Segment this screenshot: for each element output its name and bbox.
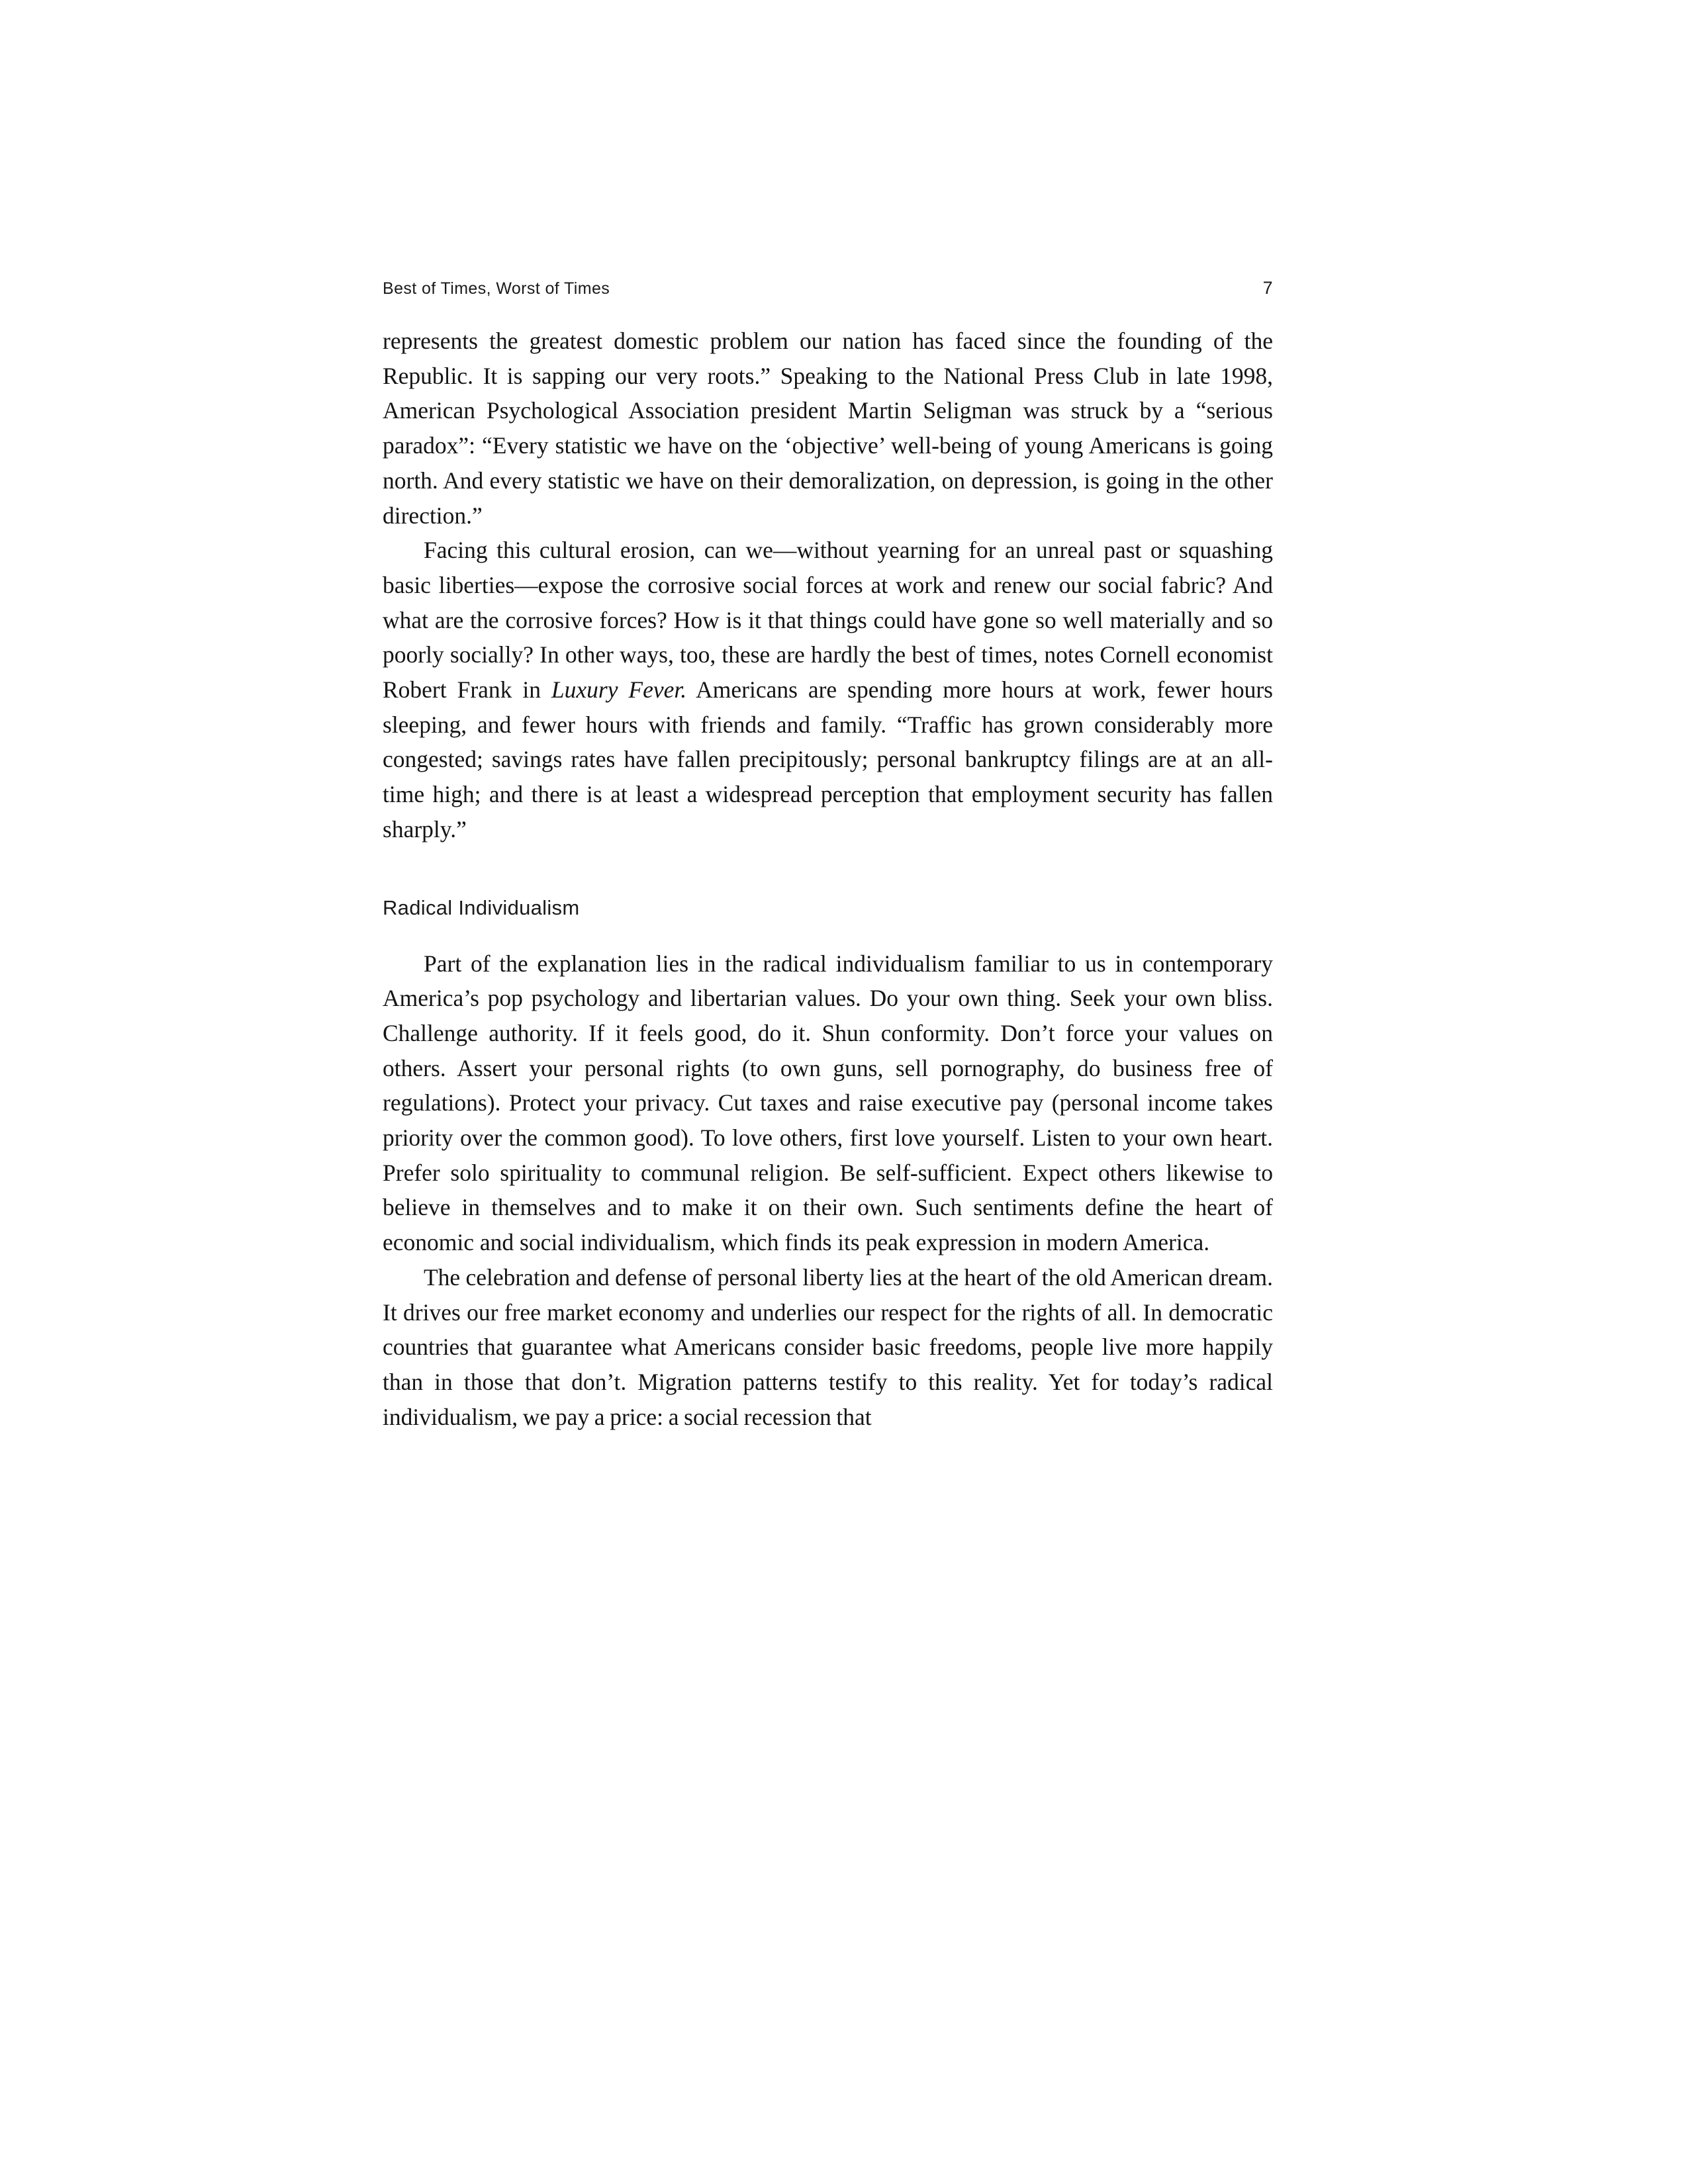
section-heading-radical-individualism: Radical Individualism <box>383 895 580 919</box>
paragraph-2-text-b: Americans are spending more hours at work, fewer hours sleeping, and fewer hours with friends and family. “Traffic has grown considerably more congested; savings rates have fallen precipitously; personal bankruptcy filings are at an all-time high; and there is at least a widespread perception that employment security has fallen sharply.” <box>383 676 1273 842</box>
page-number: 7 <box>1262 278 1273 298</box>
running-head-title: Best of Times, Worst of Times <box>383 279 610 298</box>
book-title-luxury-fever: Luxury Fever. <box>551 676 687 704</box>
page-content <box>383 278 1273 1434</box>
running-head <box>383 278 1273 298</box>
paragraph-1: represents the greatest domestic problem our nation has faced since the founding of the Republic. It is sapping our very roots.” Speaking to the National Press Club in late 1998, American Psychological Association president Martin Seligman was struck by a “serious paradox”: “Every statistic we have on the ‘objective’ well-being of young Americans is going north. And every statistic we have on their demoralization, on depression, is going in the other direction.” <box>383 328 1273 529</box>
paragraph-3: Part of the explanation lies in the radical individualism familiar to us in contemporary America’s pop psychology and libertarian values. Do your own thing. Seek your own bliss. Challenge authority. If it feels good, do it. Shun conformity. Don’t force your values on others. Assert your personal rights (to own guns, sell pornography, do business free of regulations). Protect your privacy. Cut taxes and raise executive pay (personal income takes priority over the common good). To love others, first love yourself. Listen to your own heart. Prefer solo spirituality to communal religion. Be self-sufficient. Expect others likewise to believe in themselves and to make it on their own. Such sentiments define the heart of economic and social individualism, which finds its peak expression in modern America. <box>383 950 1273 1256</box>
paragraph-4: The celebration and defense of personal liberty lies at the heart of the old American dream. It drives our free market economy and underlies our respect for the rights of all. In democratic countries that guarantee what Americans consider basic freedoms, people live more happily than in those that don’t. Migration patterns testify to this reality. Yet for today’s radical individualism, we pay a price: a social recession that <box>383 1263 1273 1430</box>
paragraph-2-text-a: Facing this cultural erosion, can we—without yearning for an unreal past or squashing basic liberties—expose the corrosive social forces at work and renew our social fabric? And what are the corrosive forces? How is it that things could have gone so well materially and so poorly socially? In other ways, too, these are hardly the best of times, notes Cornell economist Robert Frank in <box>383 537 1273 704</box>
paragraph-2 <box>383 533 1273 846</box>
